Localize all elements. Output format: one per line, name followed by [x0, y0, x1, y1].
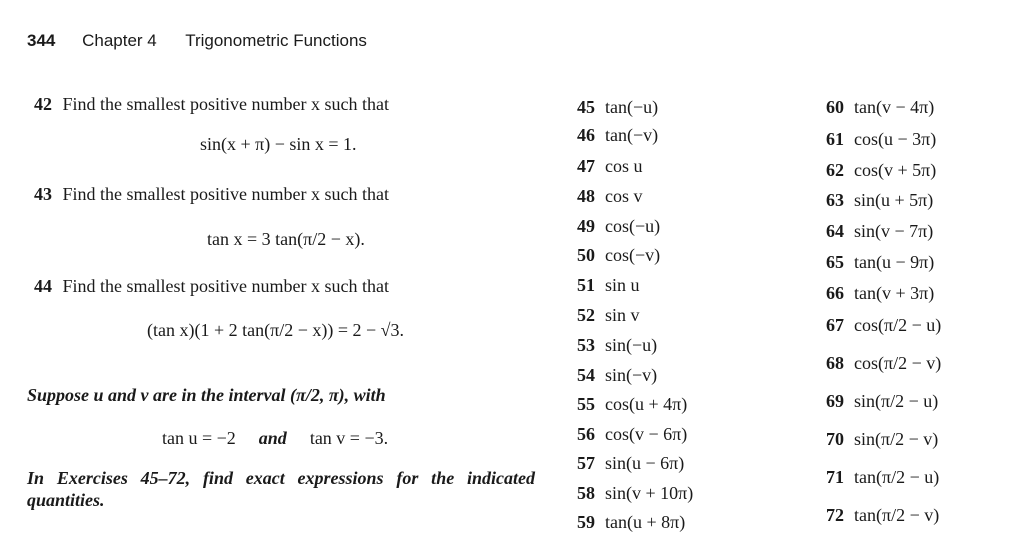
- item-expression: cos(u + 4π): [605, 394, 688, 414]
- exercise-item: [577, 94, 658, 120]
- exercise-item: [577, 362, 657, 388]
- item-expression: cos(−u): [605, 216, 661, 236]
- exercise-item: [826, 388, 938, 414]
- item-expression: cos(−v): [605, 245, 661, 265]
- exercise-44-equation: (tan x)(1 + 2 tan(π/2 − x)) = 2 − √3.: [147, 320, 405, 340]
- exercise-item: [577, 332, 657, 358]
- item-expression: sin(π/2 − u): [854, 391, 939, 411]
- exercise-prompt: Find the smallest positive number x such that: [62, 184, 389, 204]
- exercise-item: [826, 157, 936, 183]
- exercise-item: [577, 509, 685, 535]
- chapter-label: Chapter 4: [82, 31, 157, 50]
- item-number: 49: [577, 216, 595, 236]
- exercise-item: [577, 122, 658, 148]
- exercise-43-equation: tan x = 3 tan(π/2 − x).: [207, 229, 365, 249]
- exercise-42-equation: sin(x + π) − sin x = 1.: [200, 134, 357, 154]
- item-expression: tan(π/2 − v): [854, 505, 940, 525]
- item-expression: sin u: [605, 275, 640, 295]
- item-number: 46: [577, 125, 595, 145]
- exercise-item: [577, 242, 660, 268]
- item-number: 61: [826, 129, 844, 149]
- item-number: 65: [826, 252, 844, 272]
- item-number: 64: [826, 221, 844, 241]
- item-number: 50: [577, 245, 595, 265]
- exercise-43: [34, 184, 389, 205]
- exercise-item: [577, 391, 687, 417]
- item-expression: cos(v − 6π): [605, 424, 688, 444]
- item-expression: tan(−v): [605, 125, 659, 145]
- exercise-item: [826, 94, 934, 120]
- exercise-number: 43: [34, 184, 52, 204]
- item-expression: cos v: [605, 186, 643, 206]
- exercise-item: [826, 249, 934, 275]
- exercise-item: [577, 272, 640, 298]
- item-expression: cos u: [605, 156, 643, 176]
- item-expression: sin(u + 5π): [854, 190, 934, 210]
- exercise-item: [826, 502, 939, 528]
- suppose-statement: Suppose u and v are in the interval (π/2, π), with: [27, 385, 386, 405]
- exercise-item: [577, 302, 640, 328]
- item-expression: sin(−u): [605, 335, 658, 355]
- item-number: 69: [826, 391, 844, 411]
- exercise-number: 42: [34, 94, 52, 114]
- exercise-item: [577, 421, 687, 447]
- condition-and: and: [258, 428, 287, 448]
- item-number: 70: [826, 429, 844, 449]
- item-number: 71: [826, 467, 844, 487]
- item-number: 62: [826, 160, 844, 180]
- exercise-item: [826, 350, 941, 376]
- exercise-item: [577, 213, 660, 239]
- exercise-item: [826, 218, 933, 244]
- exercise-item: [826, 280, 934, 306]
- item-expression: sin(v + 10π): [605, 483, 694, 503]
- item-number: 66: [826, 283, 844, 303]
- page-number: 344: [27, 31, 56, 50]
- item-number: 45: [577, 97, 595, 117]
- exercise-item: [577, 450, 684, 476]
- chapter-title: Trigonometric Functions: [185, 31, 367, 50]
- item-number: 58: [577, 483, 595, 503]
- item-number: 67: [826, 315, 844, 335]
- item-number: 55: [577, 394, 595, 414]
- item-number: 52: [577, 305, 595, 325]
- item-expression: tan(u − 9π): [854, 252, 935, 272]
- exercise-prompt: Find the smallest positive number x such that: [62, 94, 389, 114]
- item-expression: tan(−u): [605, 97, 659, 117]
- item-expression: sin(−v): [605, 365, 658, 385]
- exercise-prompt: Find the smallest positive number x such that: [62, 276, 389, 296]
- item-expression: cos(π/2 − v): [854, 353, 942, 373]
- item-number: 57: [577, 453, 595, 473]
- exercise-number: 44: [34, 276, 52, 296]
- exercise-item: [826, 464, 939, 490]
- exercise-item: [826, 187, 933, 213]
- exercise-item: [577, 183, 643, 209]
- item-expression: cos(v + 5π): [854, 160, 937, 180]
- item-number: 56: [577, 424, 595, 444]
- given-conditions: [162, 428, 388, 449]
- item-expression: sin(v − 7π): [854, 221, 934, 241]
- exercise-item: [826, 426, 938, 452]
- item-number: 54: [577, 365, 595, 385]
- item-number: 60: [826, 97, 844, 117]
- item-number: 51: [577, 275, 595, 295]
- item-expression: tan(u + 8π): [605, 512, 686, 532]
- item-expression: tan(π/2 − u): [854, 467, 940, 487]
- item-expression: sin(π/2 − v): [854, 429, 939, 449]
- exercise-item: [577, 153, 643, 179]
- exercise-item: [826, 312, 941, 338]
- item-number: 48: [577, 186, 595, 206]
- exercise-44: [34, 276, 389, 297]
- condition-tan-u: tan u = −2: [162, 428, 236, 448]
- exercise-item: [826, 126, 936, 152]
- item-expression: sin v: [605, 305, 640, 325]
- exercise-instructions: In Exercises 45–72, find exact expressions for the indicated quantities.: [27, 468, 535, 510]
- exercise-item: [577, 480, 693, 506]
- item-number: 72: [826, 505, 844, 525]
- item-number: 47: [577, 156, 595, 176]
- item-number: 68: [826, 353, 844, 373]
- item-number: 63: [826, 190, 844, 210]
- item-number: 53: [577, 335, 595, 355]
- item-expression: sin(u − 6π): [605, 453, 685, 473]
- item-expression: tan(v + 3π): [854, 283, 935, 303]
- page-header: [27, 31, 367, 53]
- condition-tan-v: tan v = −3.: [309, 428, 389, 448]
- item-number: 59: [577, 512, 595, 532]
- exercise-42: [34, 94, 389, 115]
- item-expression: cos(π/2 − u): [854, 315, 942, 335]
- item-expression: tan(v − 4π): [854, 97, 935, 117]
- item-expression: cos(u − 3π): [854, 129, 937, 149]
